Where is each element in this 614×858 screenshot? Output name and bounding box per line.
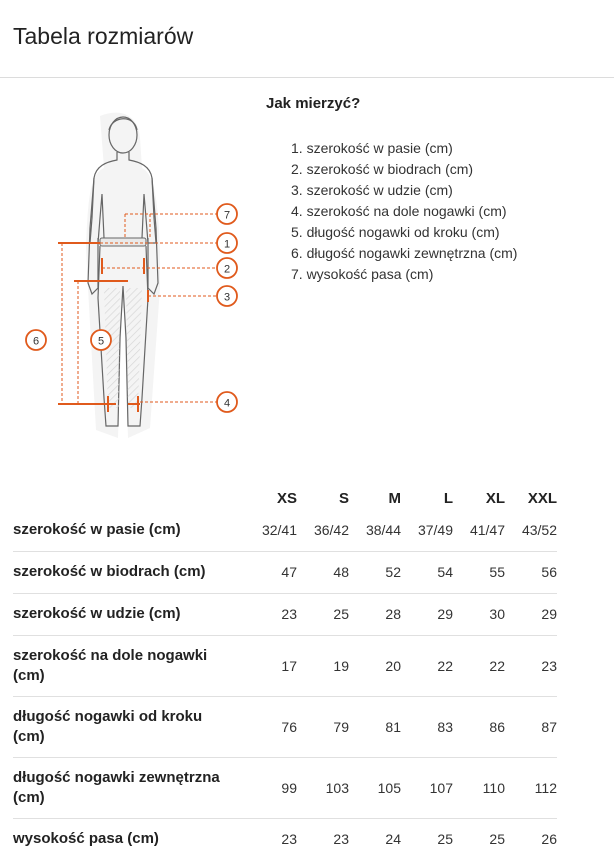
how-to-item: 3. szerokość w udzie (cm) (291, 182, 453, 198)
marker-6-label: 6 (32, 335, 40, 348)
header-spacer (13, 484, 245, 510)
marker-2-label: 2 (223, 263, 231, 276)
marker-7-label: 7 (223, 209, 231, 222)
how-to-item: 2. szerokość w biodrach (cm) (291, 161, 474, 177)
table-row (13, 510, 557, 551)
table-cell: 47 (245, 551, 297, 593)
page-title: Tabela rozmiarów (13, 23, 194, 49)
waistband (100, 238, 146, 246)
table-cell: 23 (333, 831, 349, 848)
marker-1 (217, 233, 237, 253)
marker-2 (217, 258, 237, 278)
how-to-title: Jak mierzyć? (266, 95, 361, 112)
table-cell: 107 (401, 757, 453, 818)
table-cell: 55 (453, 551, 505, 593)
row-label: szerokość w udzie (cm) (13, 593, 245, 635)
table-cell: 23 (245, 593, 297, 635)
table-cell: 24 (385, 831, 401, 848)
table-row (13, 635, 557, 696)
table-cell: 20 (349, 635, 401, 696)
how-to-item: 1. szerokość w pasie (cm) (291, 140, 453, 156)
table-cell: 17 (245, 635, 297, 696)
size-header-xxl: XXL (527, 490, 557, 507)
header-divider (0, 77, 614, 78)
marker-4-label: 4 (223, 397, 231, 410)
table-cell: 25 (297, 593, 349, 635)
table-cell: 38/44 (349, 510, 401, 551)
table-cell: 112 (505, 757, 557, 818)
how-to-item: 5. długość nogawki od kroku (cm) (291, 224, 500, 240)
table-cell: 52 (349, 551, 401, 593)
marker-5 (91, 330, 111, 350)
table-row (13, 757, 557, 818)
row-label: długość nogawki od kroku (cm) (13, 696, 245, 757)
marker-7 (217, 204, 237, 224)
marker-5-label: 5 (97, 335, 105, 348)
table-cell: 29 (505, 593, 557, 635)
size-header-m: M (388, 490, 401, 507)
marker-4 (217, 392, 237, 412)
how-to-item: 6. długość nogawki zewnętrzna (cm) (291, 245, 518, 261)
table-cell: 105 (349, 757, 401, 818)
table-cell: 25 (437, 831, 453, 848)
size-header-s: S (338, 490, 349, 507)
size-table (13, 484, 557, 858)
row-label: szerokość w biodrach (cm) (13, 551, 245, 593)
table-cell: 23 (281, 831, 297, 848)
table-cell: 37/49 (401, 510, 453, 551)
table-cell: 103 (297, 757, 349, 818)
table-cell: 83 (401, 696, 453, 757)
marker-1-label: 1 (223, 238, 231, 251)
marker-3-label: 3 (223, 291, 231, 304)
row-label: wysokość pasa (cm) (13, 830, 159, 848)
how-to-list (291, 138, 517, 285)
table-cell: 25 (489, 831, 505, 848)
table-cell: 87 (505, 696, 557, 757)
table-cell: 79 (297, 696, 349, 757)
row-label: długość nogawki zewnętrzna (cm) (13, 757, 245, 818)
size-header-xl: XL (485, 490, 505, 507)
table-cell: 48 (297, 551, 349, 593)
how-to-item: 4. szerokość na dole nogawki (cm) (291, 203, 507, 219)
silhouette-shadow (86, 113, 160, 438)
table-cell: 54 (401, 551, 453, 593)
table-cell: 76 (245, 696, 297, 757)
row-label: szerokość w pasie (cm) (13, 510, 245, 551)
table-cell: 110 (453, 757, 505, 818)
table-row (13, 551, 557, 593)
table-cell: 99 (245, 757, 297, 818)
table-cell: 43/52 (505, 510, 557, 551)
table-cell: 81 (349, 696, 401, 757)
table-row (13, 696, 557, 757)
table-cell: 41/47 (453, 510, 505, 551)
table-cell: 32/41 (245, 510, 297, 551)
marker-3 (217, 286, 237, 306)
measurement-diagram (20, 108, 245, 448)
table-cell: 26 (541, 831, 557, 848)
table-cell: 22 (401, 635, 453, 696)
table-cell: 23 (505, 635, 557, 696)
table-row (13, 818, 557, 858)
table-cell: 86 (453, 696, 505, 757)
table-cell: 22 (453, 635, 505, 696)
table-row (13, 593, 557, 635)
table-cell: 56 (505, 551, 557, 593)
how-to-item: 7. wysokość pasa (cm) (291, 266, 434, 282)
table-cell: 28 (349, 593, 401, 635)
table-cell: 30 (453, 593, 505, 635)
row-label: szerokość na dole nogawki (cm) (13, 635, 245, 696)
size-header-row (13, 484, 557, 510)
table-cell: 19 (297, 635, 349, 696)
table-cell: 36/42 (297, 510, 349, 551)
size-header-xs: XS (276, 490, 297, 507)
size-header-l: L (443, 490, 453, 507)
table-cell: 29 (401, 593, 453, 635)
marker-6 (26, 330, 46, 350)
